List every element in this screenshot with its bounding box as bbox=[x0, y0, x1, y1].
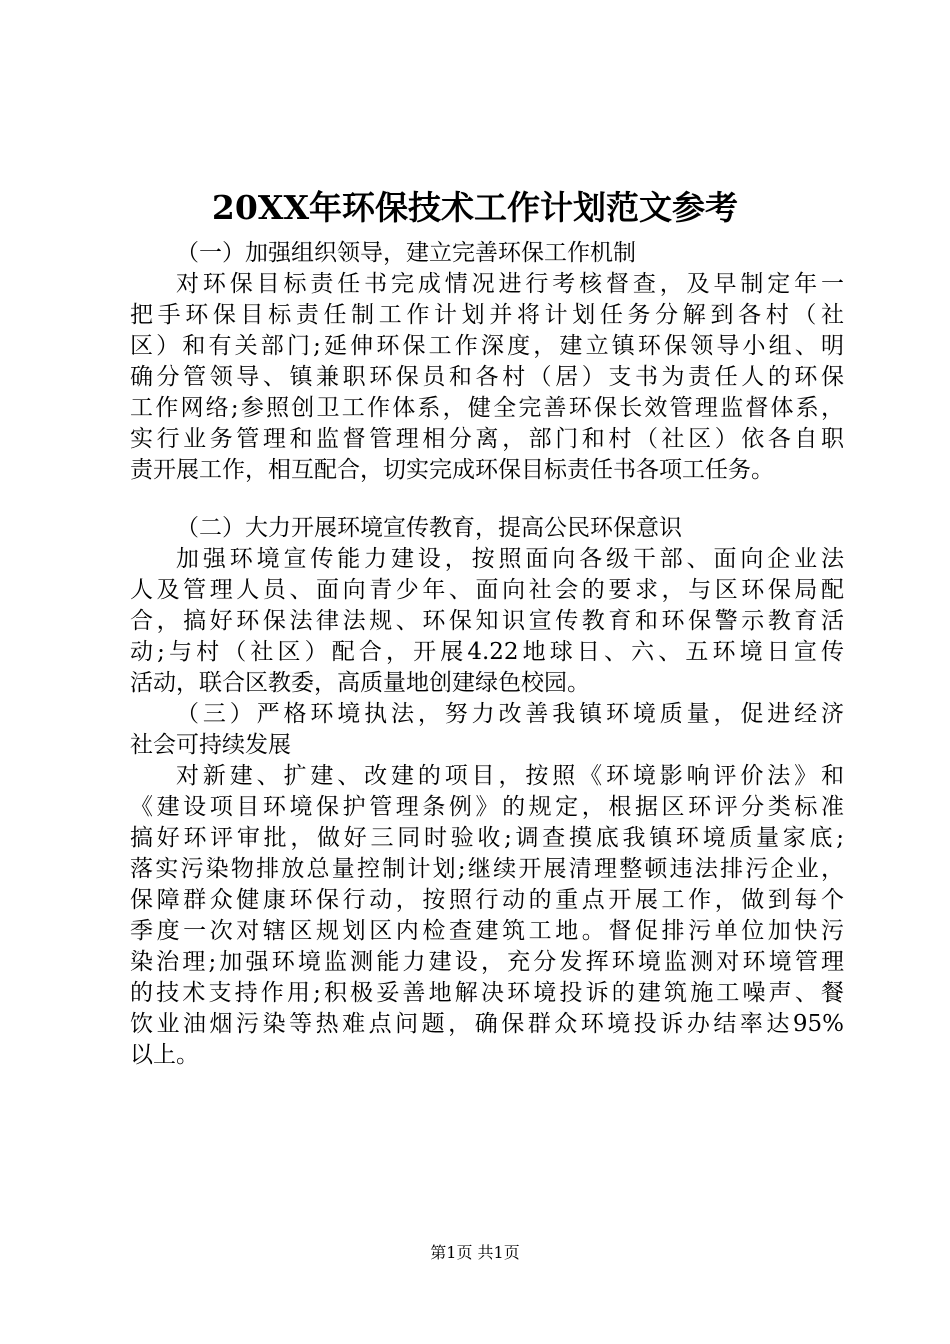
section-3-heading: （三）严格环境执法，努力改善我镇环境质量，促进经济 bbox=[176, 701, 844, 727]
paragraph-line: 把手环保目标责任制工作计划并将计划任务分解到各村（社 bbox=[130, 302, 844, 328]
section-1-heading: （一）加强组织领导，建立完善环保工作机制 bbox=[176, 240, 636, 266]
paragraph-line: 人及管理人员、面向青少年、面向社会的要求，与区环保局配 bbox=[130, 577, 844, 603]
paragraph-gap bbox=[130, 486, 844, 513]
paragraph-line: 对环保目标责任书完成情况进行考核督查，及早制定年一 bbox=[176, 271, 844, 297]
paragraph-line: 饮业油烟污染等热难点问题，确保群众环境投诉办结率达95% bbox=[130, 1011, 844, 1037]
paragraph-line: 合，搞好环保法律法规、环保知识宣传教育和环保警示教育活 bbox=[130, 608, 844, 634]
paragraph-line: 实行业务管理和监督管理相分离，部门和村（社区）依各自职 bbox=[130, 426, 844, 452]
paragraph-line: 搞好环评审批，做好三同时验收;调查摸底我镇环境质量家底; bbox=[130, 825, 844, 851]
paragraph-line: 季度一次对辖区规划区内检查建筑工地。督促排污单位加快污 bbox=[130, 918, 844, 944]
section-1 bbox=[130, 238, 844, 486]
paragraph-line: 加强环境宣传能力建设，按照面向各级干部、面向企业法 bbox=[176, 546, 844, 572]
paragraph-line: 染治理;加强环境监测能力建设，充分发挥环境监测对环境管理 bbox=[130, 949, 844, 975]
paragraph-line: 动;与村（社区）配合，开展4.22地球日、六、五环境日宣传 bbox=[130, 639, 844, 665]
paragraph-line: 区）和有关部门;延伸环保工作深度，建立镇环保领导小组、明 bbox=[130, 333, 844, 359]
paragraph-line: 的技术支持作用;积极妥善地解决环境投诉的建筑施工噪声、餐 bbox=[130, 980, 844, 1006]
paragraph-line: 活动，联合区教委，高质量地创建绿色校园。 bbox=[130, 670, 590, 696]
paragraph-line: 《建设项目环境保护管理条例》的规定，根据区环评分类标准 bbox=[130, 794, 844, 820]
paragraph-line: 对新建、扩建、改建的项目，按照《环境影响评价法》和 bbox=[176, 763, 844, 789]
paragraph-line: 工作网络;参照创卫工作体系，健全完善环保长效管理监督体系， bbox=[130, 395, 844, 421]
document-body bbox=[130, 238, 844, 1071]
document-title: 20XX年环保技术工作计划范文参考 bbox=[211, 188, 739, 227]
paragraph-line: 责开展工作，相互配合，切实完成环保目标责任书各项工任务。 bbox=[130, 457, 774, 483]
section-2-heading: （二）大力开展环境宣传教育，提高公民环保意识 bbox=[176, 515, 682, 541]
paragraph-line: 确分管领导、镇兼职环保员和各村（居）支书为责任人的环保 bbox=[130, 364, 844, 390]
paragraph-line: 保障群众健康环保行动，按照行动的重点开展工作，做到每个 bbox=[130, 887, 844, 913]
page-footer: 第1页 共1页 bbox=[430, 1243, 520, 1262]
section-2 bbox=[130, 513, 844, 699]
section-3 bbox=[130, 699, 844, 1071]
paragraph-line: 落实污染物排放总量控制计划;继续开展清理整顿违法排污企业， bbox=[130, 856, 844, 882]
section-3-heading-cont: 社会可持续发展 bbox=[130, 732, 291, 758]
paragraph-line: 以上。 bbox=[130, 1042, 199, 1068]
